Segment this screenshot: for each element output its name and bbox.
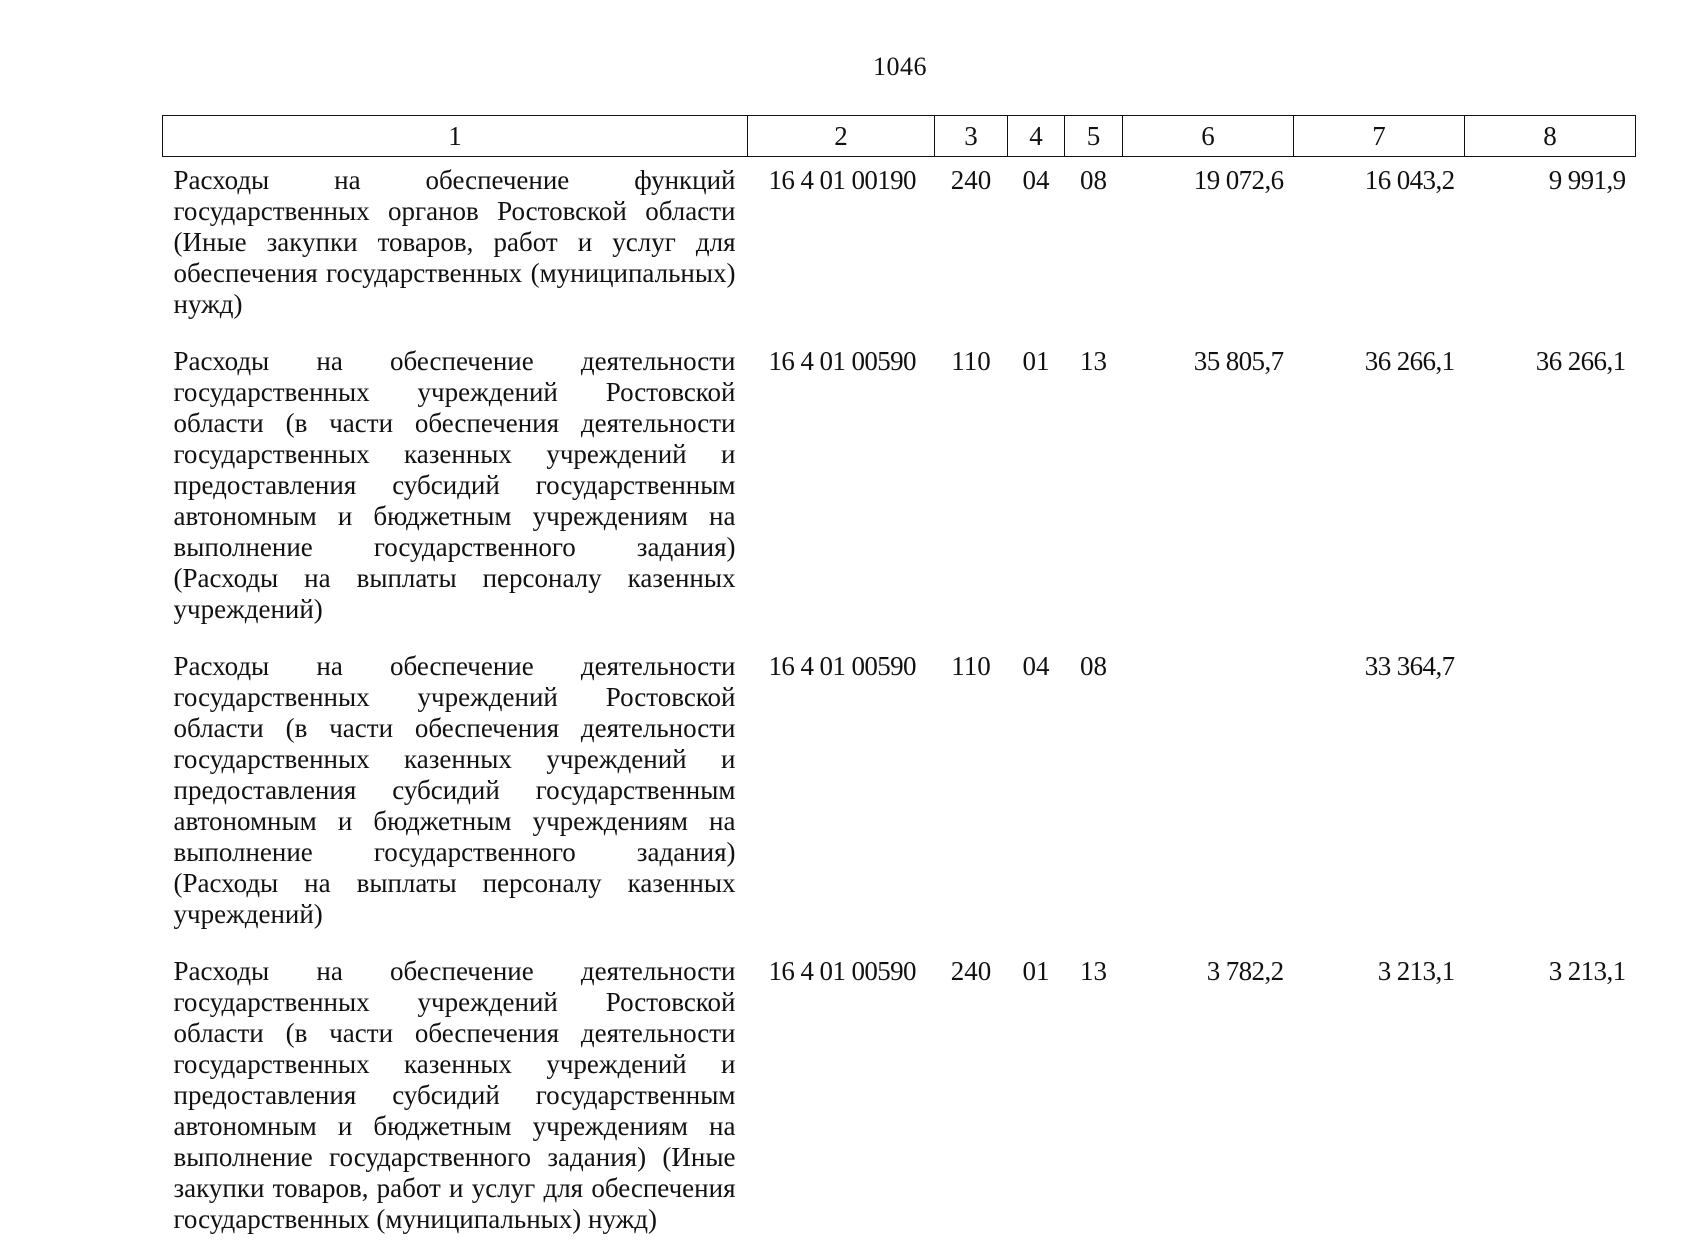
row-name: Расходы на обеспечение деятельности государственных учреждений Ростовской области (в части обеспечения деятельности государственных казенных учреждений и предоставления субсидий государственным автономным и бюджетным учреждениям на выполнение государственного задания) (Расходы на выплаты персоналу казенных учреждений) — [163, 334, 748, 639]
row-target-code: 16 4 01 00590 — [748, 334, 935, 639]
row-amount-year1: 19 072,6 — [1123, 157, 1294, 335]
row-subsection: 08 — [1065, 639, 1123, 944]
row-expense-type: 240 — [935, 944, 1008, 1249]
row-name: Расходы на обеспечение функций государственных органов Ростовской области (Иные закупки товаров, работ и услуг для обеспечения государственных (муниципальных) нужд) — [163, 157, 748, 335]
row-amount-year1: 3 782,2 — [1123, 944, 1294, 1249]
row-amount-year3: 36 266,1 — [1465, 334, 1636, 639]
row-target-code: 16 4 01 00590 — [748, 944, 935, 1249]
row-amount-year3: 9 991,9 — [1465, 157, 1636, 335]
header-cell-code: 2 — [748, 116, 935, 157]
row-amount-year3 — [1465, 639, 1636, 944]
row-subsection: 08 — [1065, 157, 1123, 335]
table-row — [163, 639, 1636, 944]
header-row — [163, 116, 1636, 157]
row-subsection: 13 — [1065, 944, 1123, 1249]
table-body — [163, 157, 1636, 1249]
row-section: 04 — [1008, 639, 1065, 944]
row-amount-year2: 3 213,1 — [1294, 944, 1465, 1249]
row-amount-year2: 16 043,2 — [1294, 157, 1465, 335]
header-cell-rz: 4 — [1008, 116, 1065, 157]
row-target-code: 16 4 01 00190 — [748, 157, 935, 335]
header-cell-year1: 6 — [1123, 116, 1294, 157]
header-cell-year2: 7 — [1294, 116, 1465, 157]
row-subsection: 13 — [1065, 334, 1123, 639]
table-header — [163, 116, 1636, 157]
row-expense-type: 240 — [935, 157, 1008, 335]
row-target-code: 16 4 01 00590 — [748, 639, 935, 944]
table-row — [163, 334, 1636, 639]
row-name: Расходы на обеспечение деятельности государственных учреждений Ростовской области (в части обеспечения деятельности государственных казенных учреждений и предоставления субсидий государственным автономным и бюджетным учреждениям на выполнение государственного задания) (Расходы на выплаты персоналу казенных учреждений) — [163, 639, 748, 944]
page-number: 1046 — [0, 52, 1697, 82]
row-section: 04 — [1008, 157, 1065, 335]
row-amount-year1: 35 805,7 — [1123, 334, 1294, 639]
row-section: 01 — [1008, 334, 1065, 639]
row-expense-type: 110 — [935, 334, 1008, 639]
row-amount-year2: 36 266,1 — [1294, 334, 1465, 639]
header-cell-pr: 5 — [1065, 116, 1123, 157]
header-cell-vr: 3 — [935, 116, 1008, 157]
row-amount-year1 — [1123, 639, 1294, 944]
table-row — [163, 157, 1636, 335]
row-expense-type: 110 — [935, 639, 1008, 944]
row-amount-year3: 3 213,1 — [1465, 944, 1636, 1249]
row-amount-year2: 33 364,7 — [1294, 639, 1465, 944]
header-cell-year3: 8 — [1465, 116, 1636, 157]
budget-table — [162, 115, 1636, 1249]
row-name: Расходы на обеспечение деятельности государственных учреждений Ростовской области (в части обеспечения деятельности государственных казенных учреждений и предоставления субсидий государственным автономным и бюджетным учреждениям на выполнение государственного задания) (Иные закупки товаров, работ и услуг для обеспечения государственных (муниципальных) нужд) — [163, 944, 748, 1249]
row-section: 01 — [1008, 944, 1065, 1249]
header-cell-name: 1 — [163, 116, 748, 157]
table-row — [163, 944, 1636, 1249]
